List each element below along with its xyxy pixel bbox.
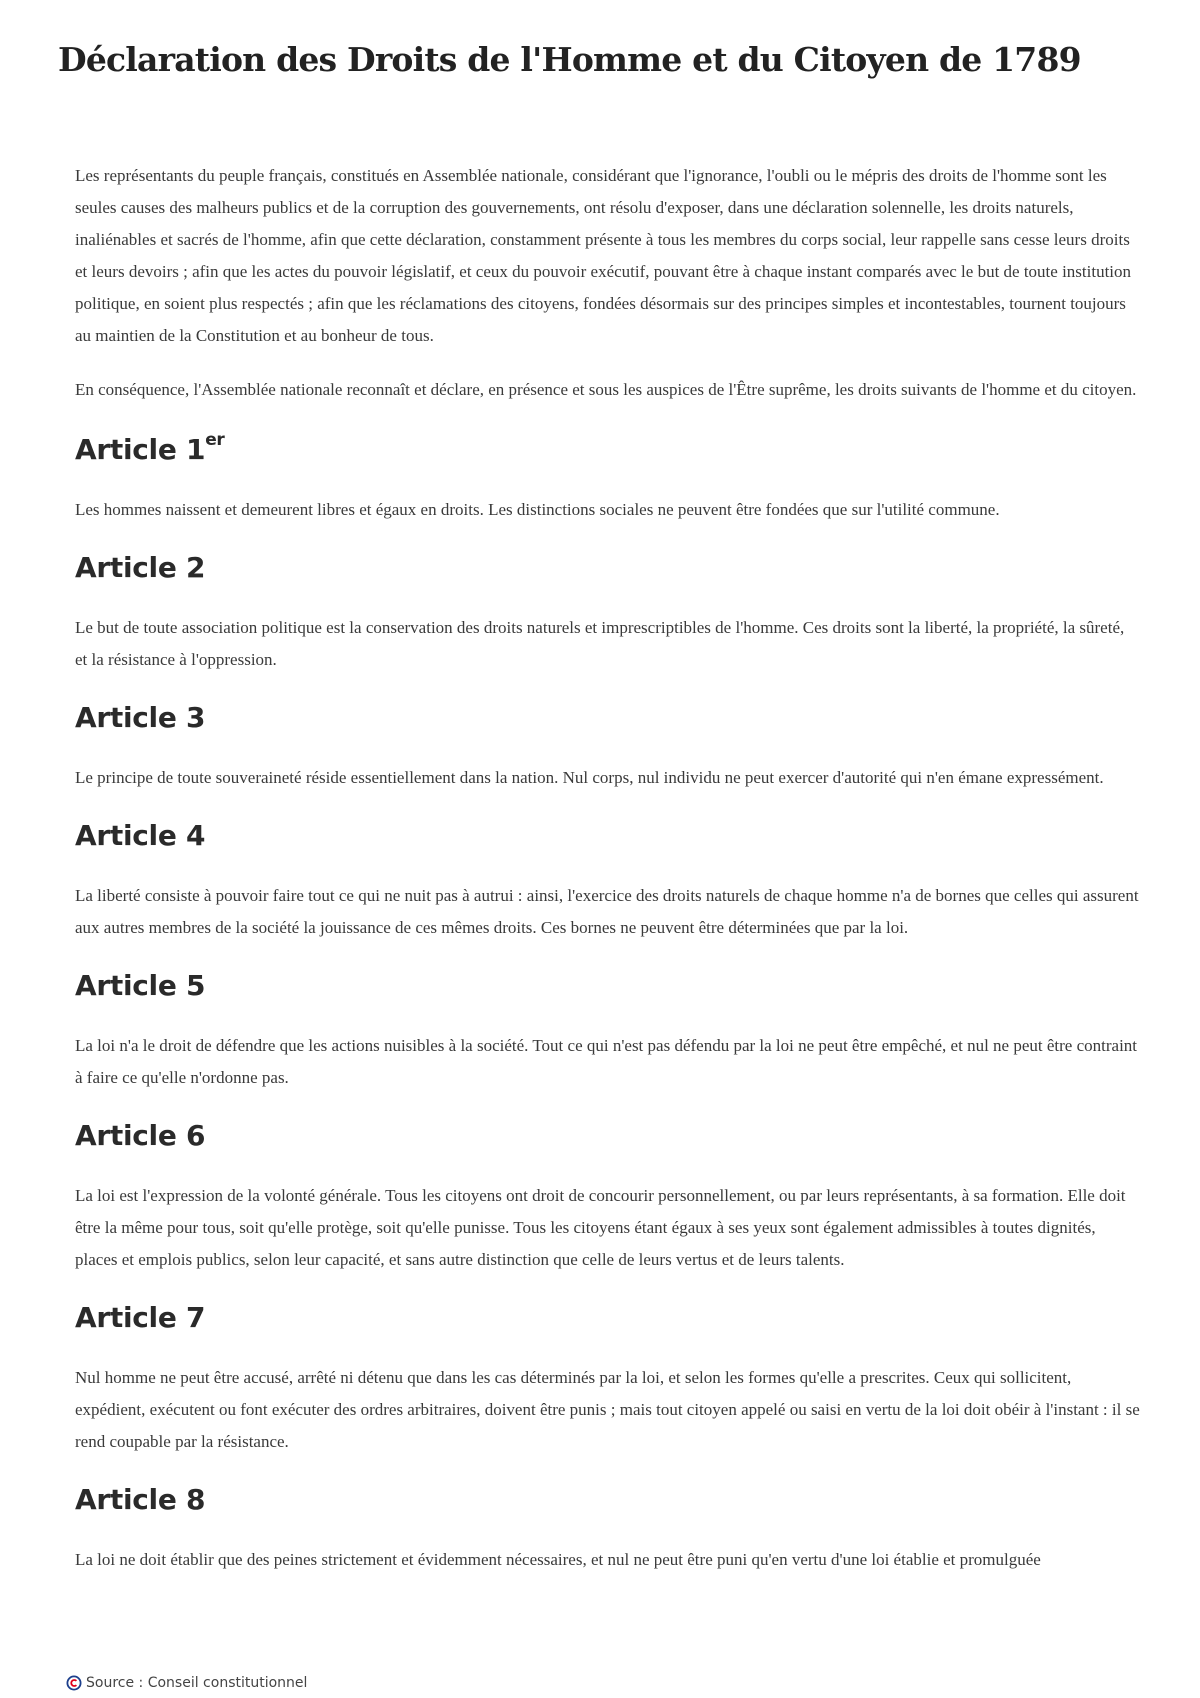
article-1 bbox=[75, 428, 1140, 546]
document-body bbox=[75, 160, 1140, 1576]
article-heading bbox=[75, 428, 1140, 472]
copyright-icon bbox=[66, 1675, 82, 1691]
article-heading: Article 8 bbox=[75, 1483, 206, 1516]
article-heading-ordinal: er bbox=[205, 430, 225, 450]
article-8 bbox=[75, 1478, 1140, 1576]
article-heading: Article 2 bbox=[75, 551, 206, 584]
article-text: La loi n'a le droit de défendre que les actions nuisibles à la société. Tout ce qui n'est pas défendu par la loi ne peut être empêché, et nul ne peut être contraint à faire ce qu'elle n'ordonne pas. bbox=[75, 1036, 1138, 1087]
article-2 bbox=[75, 546, 1140, 696]
page-title: Déclaration des Droits de l'Homme et du Citoyen de 1789 bbox=[58, 40, 1081, 79]
article-heading-label: Article 1 bbox=[75, 433, 206, 466]
preamble-paragraph: Les représentants du peuple français, constitués en Assemblée nationale, considérant que l'ignorance, l'oubli ou le mépris des droits de l'homme sont les seules causes des malheurs publics et de la corruption des gouvernements, ont résolu d'exposer, dans une déclaration solennelle, les droits naturels, inaliénables et sacrés de l'homme, afin que cette déclaration, constamment présente à tous les membres du corps social, leur rappelle sans cesse leurs droits et leurs devoirs ; afin que les actes du pouvoir législatif, et ceux du pouvoir exécutif, pouvant être à chaque instant comparés avec le but de toute institution politique, en soient plus respectés ; afin que les réclamations des citoyens, fondées désormais sur des principes simples et incontestables, tournent toujours au maintien de la Constitution et au bonheur de tous. bbox=[75, 166, 1132, 345]
article-heading: Article 4 bbox=[75, 819, 206, 852]
article-3 bbox=[75, 696, 1140, 814]
article-text: La loi est l'expression de la volonté générale. Tous les citoyens ont droit de concourir personnellement, ou par leurs représentants, à sa formation. Elle doit être la même pour tous, soit qu'elle protège, soit qu'elle punisse. Tous les citoyens étant égaux à ses yeux sont également admissibles à toutes dignités, places et emplois publics, selon leur capacité, et sans autre distinction que celle de leurs vertus et de leurs talents. bbox=[75, 1186, 1126, 1269]
preamble-paragraph: En conséquence, l'Assemblée nationale reconnaît et déclare, en présence et sous les auspices de l'Être suprême, les droits suivants de l'homme et du citoyen. bbox=[75, 380, 1137, 399]
source-footer bbox=[66, 1672, 307, 1694]
article-heading: Article 5 bbox=[75, 969, 206, 1002]
article-6 bbox=[75, 1114, 1140, 1296]
article-text: Les hommes naissent et demeurent libres et égaux en droits. Les distinctions sociales ne peuvent être fondées que sur l'utilité commune. bbox=[75, 500, 1000, 519]
article-4 bbox=[75, 814, 1140, 964]
article-5 bbox=[75, 964, 1140, 1114]
article-7 bbox=[75, 1296, 1140, 1478]
article-heading: Article 7 bbox=[75, 1301, 206, 1334]
article-text: La loi ne doit établir que des peines strictement et évidemment nécessaires, et nul ne peut être puni qu'en vertu d'une loi établie et promulguée bbox=[75, 1550, 1041, 1569]
article-heading: Article 3 bbox=[75, 701, 206, 734]
article-text: Le but de toute association politique est la conservation des droits naturels et imprescriptibles de l'homme. Ces droits sont la liberté, la propriété, la sûreté, et la résistance à l'oppression. bbox=[75, 618, 1125, 669]
article-text: Le principe de toute souveraineté réside essentiellement dans la nation. Nul corps, nul individu ne peut exercer d'autorité qui n'en émane expressément. bbox=[75, 768, 1104, 787]
source-label: Source : Conseil constitutionnel bbox=[86, 1675, 308, 1691]
article-text: La liberté consiste à pouvoir faire tout ce qui ne nuit pas à autrui : ainsi, l'exercice des droits naturels de chaque homme n'a de bornes que celles qui assurent aux autres membres de la société la jouissance de ces mêmes droits. Ces bornes ne peuvent être déterminées que par la loi. bbox=[75, 886, 1139, 937]
article-text: Nul homme ne peut être accusé, arrêté ni détenu que dans les cas déterminés par la loi, et selon les formes qu'elle a prescrites. Ceux qui sollicitent, expédient, exécutent ou font exécuter des ordres arbitraires, doivent être punis ; mais tout citoyen appelé ou saisi en vertu de la loi doit obéir à l'instant : il se rend coupable par la résistance. bbox=[75, 1368, 1140, 1451]
article-heading: Article 6 bbox=[75, 1119, 206, 1152]
